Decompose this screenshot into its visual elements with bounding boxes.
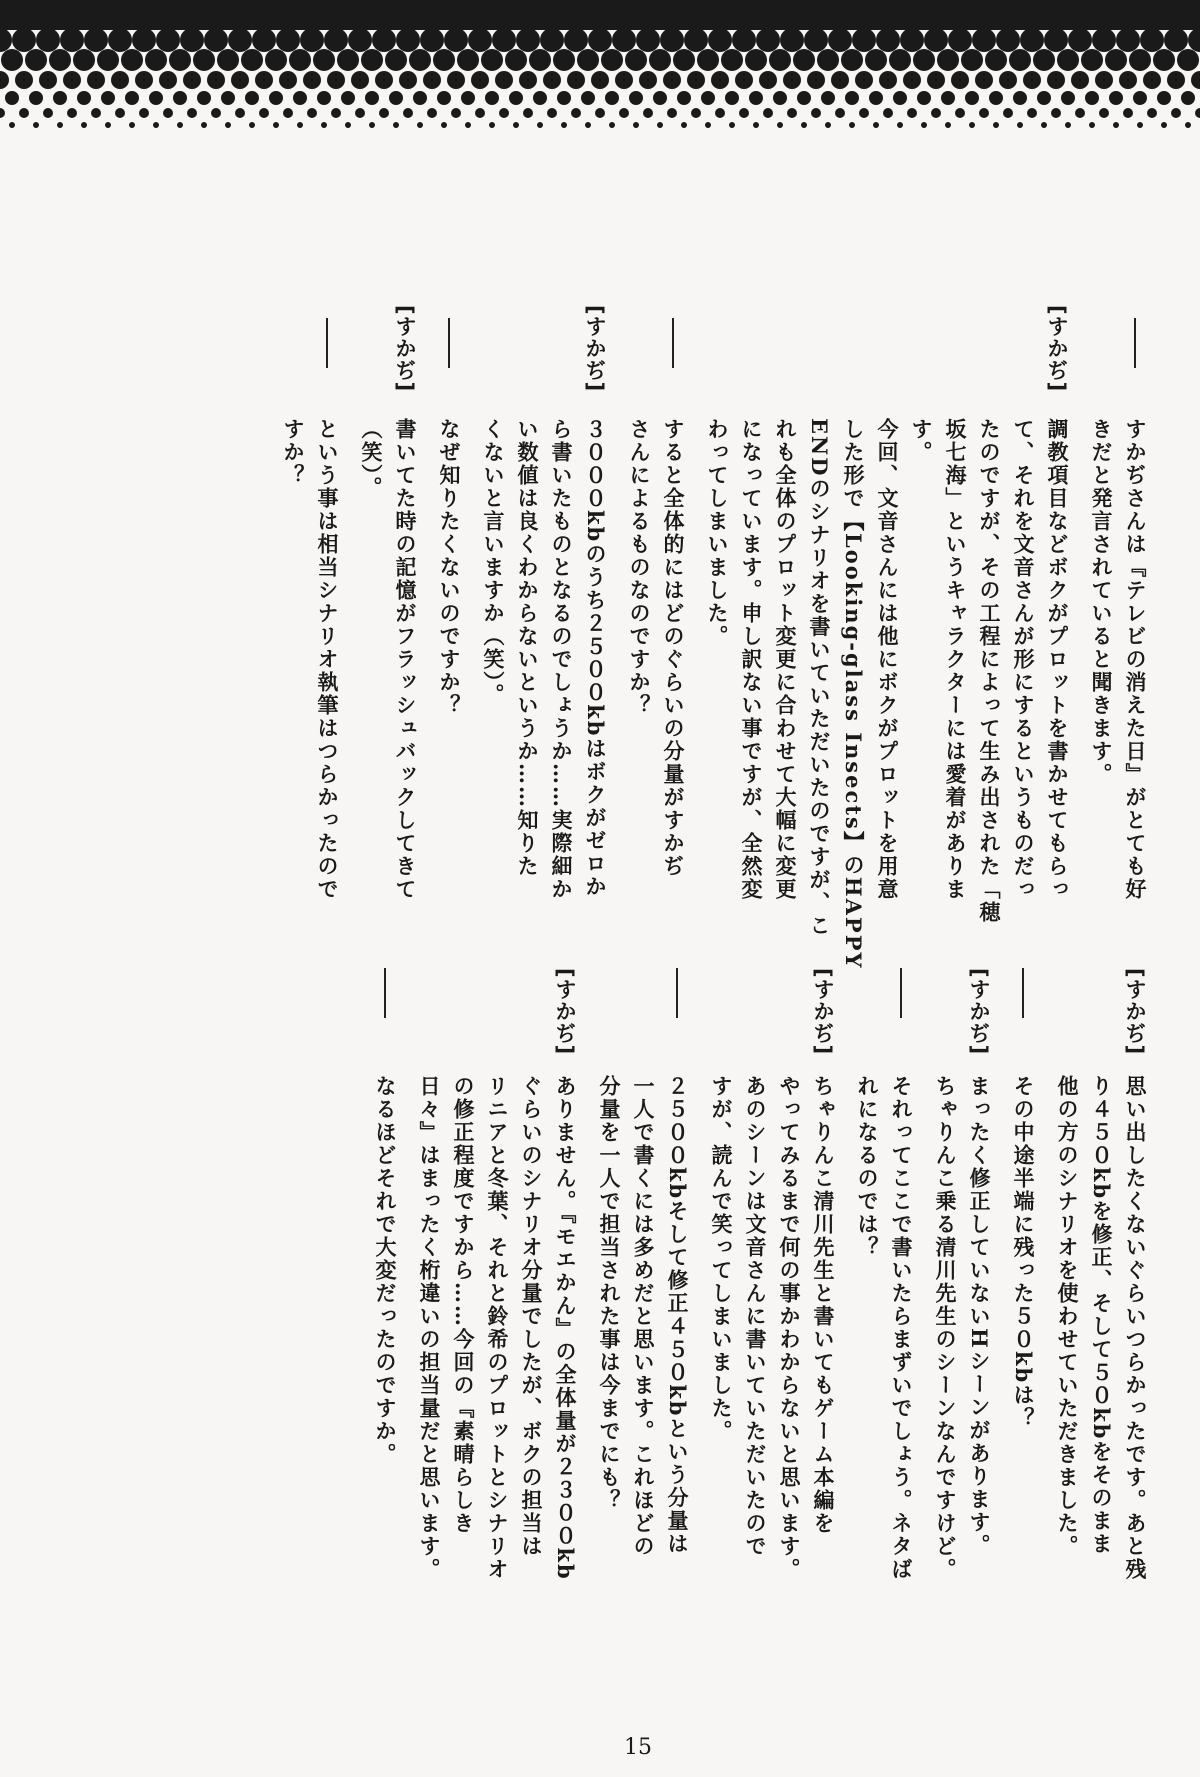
text-line: それってここで書いたらまずいでしょう。ネタば bbox=[889, 1075, 914, 1581]
speaker-tag-sukadi: [すかぢ] bbox=[1123, 968, 1147, 1056]
halftone-header-band bbox=[0, 0, 1200, 140]
upper-speech-block bbox=[354, 418, 422, 901]
text-line: リニアと冬葉、それと鈴希のプロットとシナリオ bbox=[485, 1075, 510, 1581]
text-line: すかぢさんは『テレビの消えた日』がとても好 bbox=[1123, 418, 1148, 901]
text-line: 一人で書くには多めだと思います。これほどの bbox=[631, 1075, 656, 1558]
speaker-tag-sukadi: [すかぢ] bbox=[1045, 305, 1069, 393]
text-line: ENDのシナリオを書いていただいたのですが、こ bbox=[807, 418, 832, 938]
text-line: した形で【Looking-glass Insects】のHAPPY bbox=[841, 418, 866, 970]
interviewer-dash-marker bbox=[1022, 968, 1024, 1018]
text-line: 他の方のシナリオを使わせていただきました。 bbox=[1055, 1075, 1080, 1558]
text-line: す。 bbox=[909, 418, 934, 464]
text-line: ら書いたものとなるのでしょうか……実際細か bbox=[549, 418, 574, 901]
text-line: 調教項目などボクがプロットを書かせてもらっ bbox=[1045, 418, 1070, 901]
interviewer-dash-marker bbox=[448, 318, 450, 368]
lower-speech-block bbox=[928, 1075, 996, 1581]
upper-speech-block bbox=[276, 418, 344, 901]
text-line: れになるのでは？ bbox=[855, 1075, 880, 1259]
text-line: て、それを文音さんが形にするというものだっ bbox=[1011, 418, 1036, 901]
interviewer-dash-marker bbox=[676, 968, 678, 1018]
upper-speech-block bbox=[700, 418, 1074, 970]
interviewer-dash-marker bbox=[384, 968, 386, 1018]
text-line: れも全体のプロット変更に合わせて大幅に変更 bbox=[773, 418, 798, 901]
text-line: ちゃりんこ乗る清川先生のシーンなんですけど。 bbox=[933, 1075, 958, 1581]
text-line: ありません。『モエかん』の全体量が２３００kb bbox=[553, 1075, 578, 1581]
text-line: の修正程度ですから……今回の『素晴らしき bbox=[451, 1075, 476, 1535]
lower-speech-block bbox=[412, 1075, 582, 1581]
text-line: 坂七海」というキャラクターには愛着がありま bbox=[943, 418, 968, 901]
text-line: 書いてた時の記憶がフラッシュバックしてきて bbox=[393, 418, 418, 901]
text-line: ２５００kbそして修正４５０kbという分量は bbox=[665, 1075, 690, 1556]
interviewer-dash-marker bbox=[1134, 318, 1136, 368]
text-line: （笑）。 bbox=[359, 418, 384, 500]
text-line: 思い出したくないぐらいつらかったです。あと残 bbox=[1123, 1075, 1148, 1581]
text-line: すが、読んで笑ってしまいました。 bbox=[709, 1075, 734, 1443]
text-line: なるほどそれで大変だったのですか。 bbox=[373, 1075, 398, 1466]
page-number: 15 bbox=[624, 1735, 652, 1760]
text-line: すか？ bbox=[281, 418, 306, 487]
speaker-tag-sukadi: [すかぢ] bbox=[967, 968, 991, 1056]
speaker-tag-sukadi: [すかぢ] bbox=[553, 968, 577, 1056]
upper-speech-block bbox=[476, 418, 612, 901]
lower-speech-block bbox=[1050, 1075, 1152, 1581]
upper-speech-block bbox=[622, 418, 690, 878]
text-line: たのですが、その工程によって生み出された「穂 bbox=[977, 418, 1002, 924]
text-line: 今回、文音さんには他にボクがプロットを用意 bbox=[875, 418, 900, 901]
text-line: くないと言いますか（笑）。 bbox=[481, 418, 506, 707]
text-line: すると全体的にはどのぐらいの分量がすかぢ bbox=[661, 418, 686, 878]
lower-speech-block bbox=[850, 1075, 918, 1581]
text-line: い数値は良くわからないというか……知りた bbox=[515, 418, 540, 878]
lower-speech-block bbox=[704, 1075, 840, 1581]
speaker-tag-sukadi: [すかぢ] bbox=[583, 305, 607, 393]
text-line: という事は相当シナリオ執筆はつらかったので bbox=[315, 418, 340, 901]
text-line: 日々』はまったく桁違いの担当量だと思います。 bbox=[417, 1075, 442, 1581]
text-line: ３０００kbのうち２５００kbはボクがゼロか bbox=[583, 418, 608, 899]
interviewer-dash-marker bbox=[326, 318, 328, 368]
text-line: ちゃりんこ清川先生と書いてもゲーム本編を bbox=[811, 1075, 836, 1535]
text-line: やってみるまで何の事かわからないと思います。 bbox=[777, 1075, 802, 1581]
text-line: になっています。申し訳ない事ですが、全然変 bbox=[739, 418, 764, 901]
lower-speech-block bbox=[368, 1075, 402, 1466]
text-line: その中途半端に残った５０kbは？ bbox=[1011, 1075, 1036, 1431]
text-line: わってしまいました。 bbox=[705, 418, 730, 648]
text-line: きだと発言されていると聞きます。 bbox=[1089, 418, 1114, 786]
speaker-tag-sukadi: [すかぢ] bbox=[811, 968, 835, 1056]
text-line: なぜ知りたくないのですか？ bbox=[437, 418, 462, 717]
upper-speech-block bbox=[432, 418, 466, 717]
text-line: まったく修正していないHシーンがあります。 bbox=[967, 1075, 992, 1557]
text-line: ぐらいのシナリオ分量でしたが、ボクの担当は bbox=[519, 1075, 544, 1558]
text-line: 分量を一人で担当された事は今までにも？ bbox=[597, 1075, 622, 1512]
lower-speech-block bbox=[1006, 1075, 1040, 1430]
text-line: あのシーンは文音さんに書いていただいたので bbox=[743, 1075, 768, 1558]
text-line: さんによるものなのですか？ bbox=[627, 418, 652, 717]
upper-speech-block bbox=[1084, 418, 1152, 901]
interviewer-dash-marker bbox=[672, 318, 674, 368]
lower-speech-block bbox=[592, 1075, 694, 1558]
interviewer-dash-marker bbox=[900, 968, 902, 1018]
text-line: り４５０kbを修正、そして５０kbをそのまま bbox=[1089, 1075, 1114, 1556]
speaker-tag-sukadi: [すかぢ] bbox=[393, 305, 417, 393]
